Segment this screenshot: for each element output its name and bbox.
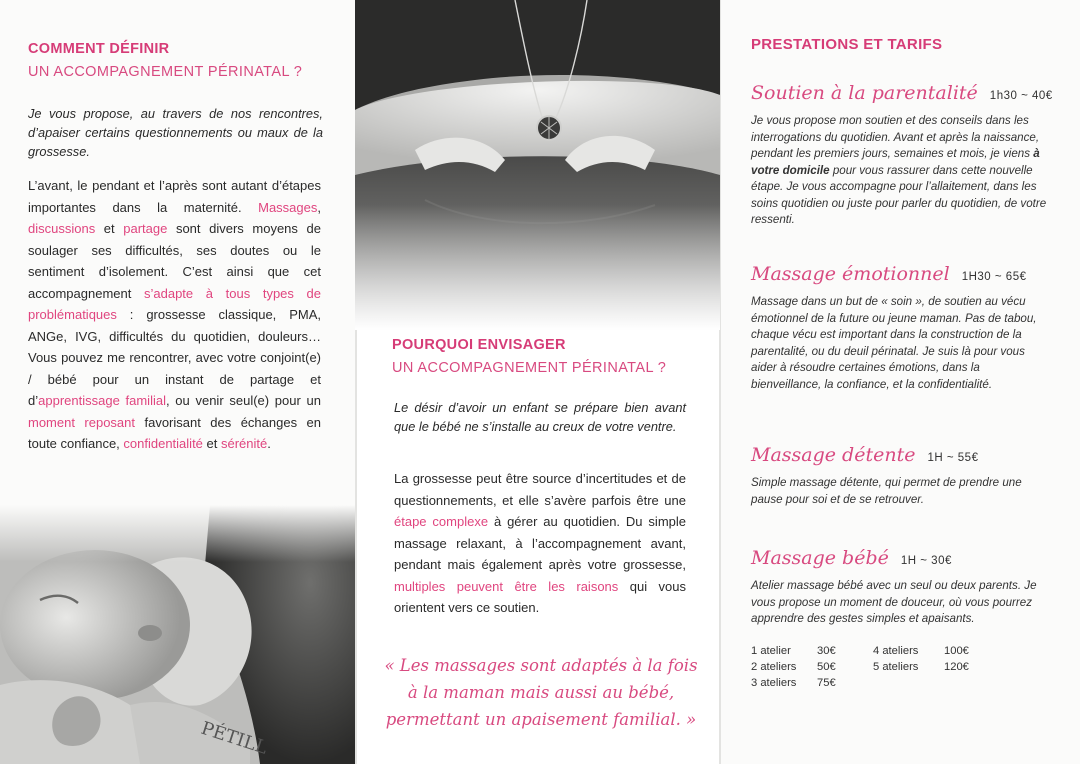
tariff-label: 4 ateliers — [873, 645, 919, 657]
bold-text: à votre domicile — [751, 147, 1040, 177]
body-text-run: sont divers moyens de soulager ses difficultés, ses doutes ou le sentiment d’isolement. C’est ainsi que cet accompagnement — [28, 221, 321, 301]
highlight-text: multiples peuvent être les raisons — [394, 578, 619, 594]
tariff-col-labels-1 — [751, 643, 796, 691]
service-massage-bebe — [751, 547, 1051, 628]
body-text-run: et — [95, 221, 124, 236]
pull-quote — [382, 652, 700, 733]
service-name: Massage détente — [751, 444, 916, 466]
body-text-run: Massage dans un but de « soin », de soutien au vécu émotionnel de la future ou jeune maman. Pas de tabou, chaque vécu est important dans la construction de la parentalité, ou du deuil périnatal. Je suis là pour vous aider à résoudre certaines émotions, dans la bienveillance, la confiance, et la confidentialité. — [751, 295, 1037, 391]
tariff-label: 1 atelier — [751, 645, 791, 657]
service-name: Massage bébé — [751, 547, 889, 569]
left-subtitle: UN ACCOMPAGNEMENT PÉRINATAL ? — [28, 64, 303, 80]
service-description — [751, 578, 1051, 628]
service-description — [751, 475, 1051, 508]
service-price: 1h30 ~ 40€ — [989, 90, 1053, 102]
left-heading — [28, 41, 338, 80]
highlight-text: partage — [123, 221, 168, 236]
body-text-run: Atelier massage bébé avec un seul ou deux parents. Je vous propose un moment de douceur, où vous pourrez apprendre des gestes simples et apaisants. — [751, 579, 1037, 625]
tariff-col-labels-2 — [873, 643, 918, 675]
tariff-label: 5 ateliers — [873, 661, 919, 673]
tariff-price: 120€ — [944, 661, 969, 673]
body-text-run: La grossesse peut être source d’incertitudes et de questionnements, et elle s’avère parfois être une — [394, 471, 686, 508]
service-massage-emotionnel — [751, 263, 1051, 393]
body-text-run: qui vous orientent vers ce soutien. — [394, 578, 686, 615]
tariff-col-prices-1 — [817, 643, 836, 691]
left-body-text — [28, 175, 321, 455]
tariff-price: 50€ — [817, 661, 836, 673]
left-intro: Je vous propose, au travers de nos rencontres, d’apaiser certains questionnements ou maux de la grossesse. — [28, 106, 323, 159]
highlight-text: Massages — [258, 199, 318, 215]
service-name: Massage émotionnel — [751, 263, 950, 285]
body-text-run: à gérer au quotidien. Du simple massage relaxant, à l’accompagnement avant, pendant mais également après votre grossesse, — [394, 514, 686, 572]
body-text-run: Je vous propose mon soutien et des conseils dans les interrogations du quotidien. Avant et après la naissance, pendant les premiers jours, semaines et mois, je viens — [751, 114, 1040, 160]
service-name: Soutien à la parentalité — [751, 82, 978, 104]
quote-line: permettant un apaisement familial. » — [385, 710, 697, 729]
baby-kiss-photo — [0, 505, 355, 764]
body-text-run: Simple massage détente, qui permet de prendre une pause pour soi et de se retrouver. — [751, 476, 1022, 506]
highlight-text: discussions — [28, 221, 96, 236]
highlight-text: apprentissage familial — [38, 393, 166, 408]
highlight-text: moment reposant — [28, 414, 136, 430]
service-description — [751, 113, 1051, 229]
highlight-text: sérénité — [220, 436, 268, 451]
body-text-run: : grossesse classique, PMA, ANGe, IVG, difficultés du quotidien, douleurs… Vous pouvez me rencontrer, avec votre conjoint(e) / bébé pour un instant de partage et d’ — [28, 307, 321, 408]
middle-body-text — [394, 468, 686, 619]
service-soutien-parentalite — [751, 82, 1051, 229]
body-text-run: pour vous rassurer dans cette nouvelle étape. Je vous accompagne pour l’allaitement, dans les soins quotidien ou juste pour parler du quotidien, de votre ressenti. — [751, 163, 1047, 226]
middle-intro: Le désir d’avoir un enfant se prépare bien avant que le bébé ne s’installe au creux de votre ventre. — [394, 400, 686, 434]
pregnant-belly-photo — [355, 0, 720, 330]
highlight-text: étape complexe — [394, 514, 489, 529]
body-text-run: L’avant, le pendant et l’après sont autant d’étapes importantes dans la maternité. — [28, 178, 321, 215]
body-text-run: et — [202, 436, 221, 451]
right-title: PRESTATIONS ET TARIFS — [751, 36, 943, 53]
service-price: 1H ~ 55€ — [927, 452, 979, 464]
body-text-run: favorisant des échanges en toute confiance, — [28, 414, 321, 451]
tariff-label: 2 ateliers — [751, 661, 797, 673]
middle-title: POURQUOI ENVISAGER — [392, 337, 566, 353]
tariff-price: 30€ — [817, 645, 836, 657]
highlight-text: s’adapte à tous types de problématiques — [28, 285, 322, 322]
body-text-run: , — [317, 199, 321, 215]
left-title: COMMENT DÉFINIR — [28, 41, 170, 57]
quote-line: à la maman mais aussi au bébé, — [407, 683, 675, 702]
tariff-label: 3 ateliers — [751, 677, 797, 689]
quote-line: « Les massages sont adaptés à la fois — [384, 656, 698, 675]
service-description — [751, 294, 1051, 393]
tariff-price: 100€ — [944, 645, 969, 657]
middle-heading — [392, 337, 702, 376]
body-text-run: , ou venir seul(e) pour un — [165, 393, 321, 408]
tariff-price: 75€ — [817, 677, 836, 689]
service-price: 1H ~ 30€ — [900, 555, 952, 567]
tariff-col-prices-2 — [944, 643, 969, 675]
middle-subtitle: UN ACCOMPAGNEMENT PÉRINATAL ? — [392, 360, 667, 376]
service-price: 1H30 ~ 65€ — [961, 271, 1027, 283]
service-massage-detente — [751, 444, 1051, 508]
body-text-run: . — [267, 436, 271, 451]
highlight-text: confidentialité — [123, 436, 203, 451]
